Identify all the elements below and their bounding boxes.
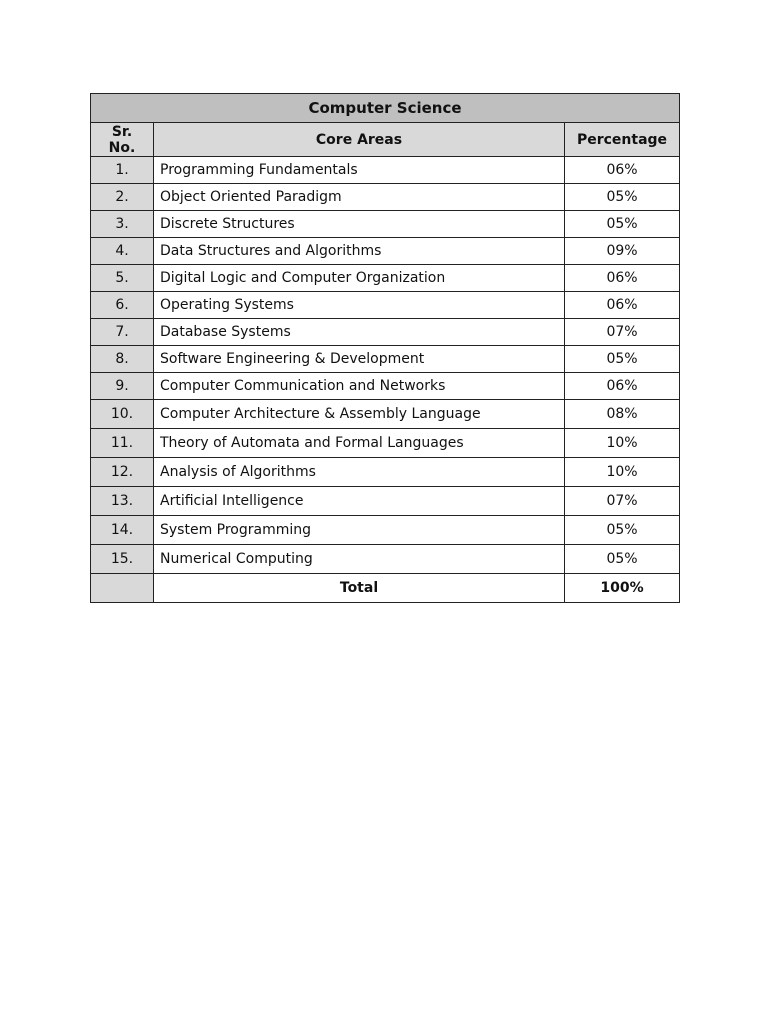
row-percentage: 06% <box>565 292 680 319</box>
row-core-area: Database Systems <box>154 319 565 346</box>
table-row <box>91 346 680 373</box>
table-row <box>91 292 680 319</box>
row-percentage: 07% <box>565 319 680 346</box>
table-row <box>91 400 680 429</box>
row-sr-no: 2. <box>91 184 154 211</box>
header-percentage: Percentage <box>565 123 680 157</box>
total-value: 100% <box>565 574 680 603</box>
row-sr-no: 15. <box>91 545 154 574</box>
row-percentage: 05% <box>565 516 680 545</box>
row-core-area: Computer Communication and Networks <box>154 373 565 400</box>
row-sr-no: 13. <box>91 487 154 516</box>
table-title-row <box>91 94 680 123</box>
row-core-area: Programming Fundamentals <box>154 157 565 184</box>
row-percentage: 06% <box>565 373 680 400</box>
row-sr-no: 4. <box>91 238 154 265</box>
row-percentage: 05% <box>565 211 680 238</box>
row-sr-no: 14. <box>91 516 154 545</box>
row-percentage: 05% <box>565 184 680 211</box>
table-header-row <box>91 123 680 157</box>
table-row <box>91 458 680 487</box>
header-sr-no <box>91 123 154 157</box>
total-sr-blank <box>91 574 154 603</box>
row-core-area: Theory of Automata and Formal Languages <box>154 429 565 458</box>
row-percentage: 08% <box>565 400 680 429</box>
table-row <box>91 184 680 211</box>
row-core-area: Operating Systems <box>154 292 565 319</box>
table-body <box>91 157 680 574</box>
row-percentage: 05% <box>565 346 680 373</box>
row-percentage: 06% <box>565 265 680 292</box>
table-row <box>91 487 680 516</box>
table-row <box>91 157 680 184</box>
row-core-area: Digital Logic and Computer Organization <box>154 265 565 292</box>
row-sr-no: 1. <box>91 157 154 184</box>
row-percentage: 10% <box>565 458 680 487</box>
row-core-area: Artificial Intelligence <box>154 487 565 516</box>
row-core-area: Numerical Computing <box>154 545 565 574</box>
table-row <box>91 545 680 574</box>
table-row <box>91 319 680 346</box>
core-areas-table-container <box>90 93 679 603</box>
row-sr-no: 8. <box>91 346 154 373</box>
row-core-area: System Programming <box>154 516 565 545</box>
row-sr-no: 12. <box>91 458 154 487</box>
table-row <box>91 211 680 238</box>
row-percentage: 09% <box>565 238 680 265</box>
row-percentage: 10% <box>565 429 680 458</box>
total-row <box>91 574 680 603</box>
row-percentage: 05% <box>565 545 680 574</box>
row-sr-no: 11. <box>91 429 154 458</box>
row-core-area: Software Engineering & Development <box>154 346 565 373</box>
row-sr-no: 7. <box>91 319 154 346</box>
row-sr-no: 9. <box>91 373 154 400</box>
row-sr-no: 3. <box>91 211 154 238</box>
table-row <box>91 265 680 292</box>
table-row <box>91 373 680 400</box>
header-sr-no-label: Sr. No. <box>108 123 136 156</box>
row-sr-no: 10. <box>91 400 154 429</box>
header-core-areas: Core Areas <box>154 123 565 157</box>
core-areas-table <box>90 93 680 603</box>
row-sr-no: 5. <box>91 265 154 292</box>
total-label: Total <box>154 574 565 603</box>
table-row <box>91 516 680 545</box>
table-row <box>91 238 680 265</box>
table-title: Computer Science <box>91 94 680 123</box>
table-row <box>91 429 680 458</box>
row-core-area: Data Structures and Algorithms <box>154 238 565 265</box>
row-percentage: 07% <box>565 487 680 516</box>
row-percentage: 06% <box>565 157 680 184</box>
row-core-area: Computer Architecture & Assembly Language <box>154 400 565 429</box>
row-core-area: Object Oriented Paradigm <box>154 184 565 211</box>
row-sr-no: 6. <box>91 292 154 319</box>
row-core-area: Discrete Structures <box>154 211 565 238</box>
row-core-area: Analysis of Algorithms <box>154 458 565 487</box>
